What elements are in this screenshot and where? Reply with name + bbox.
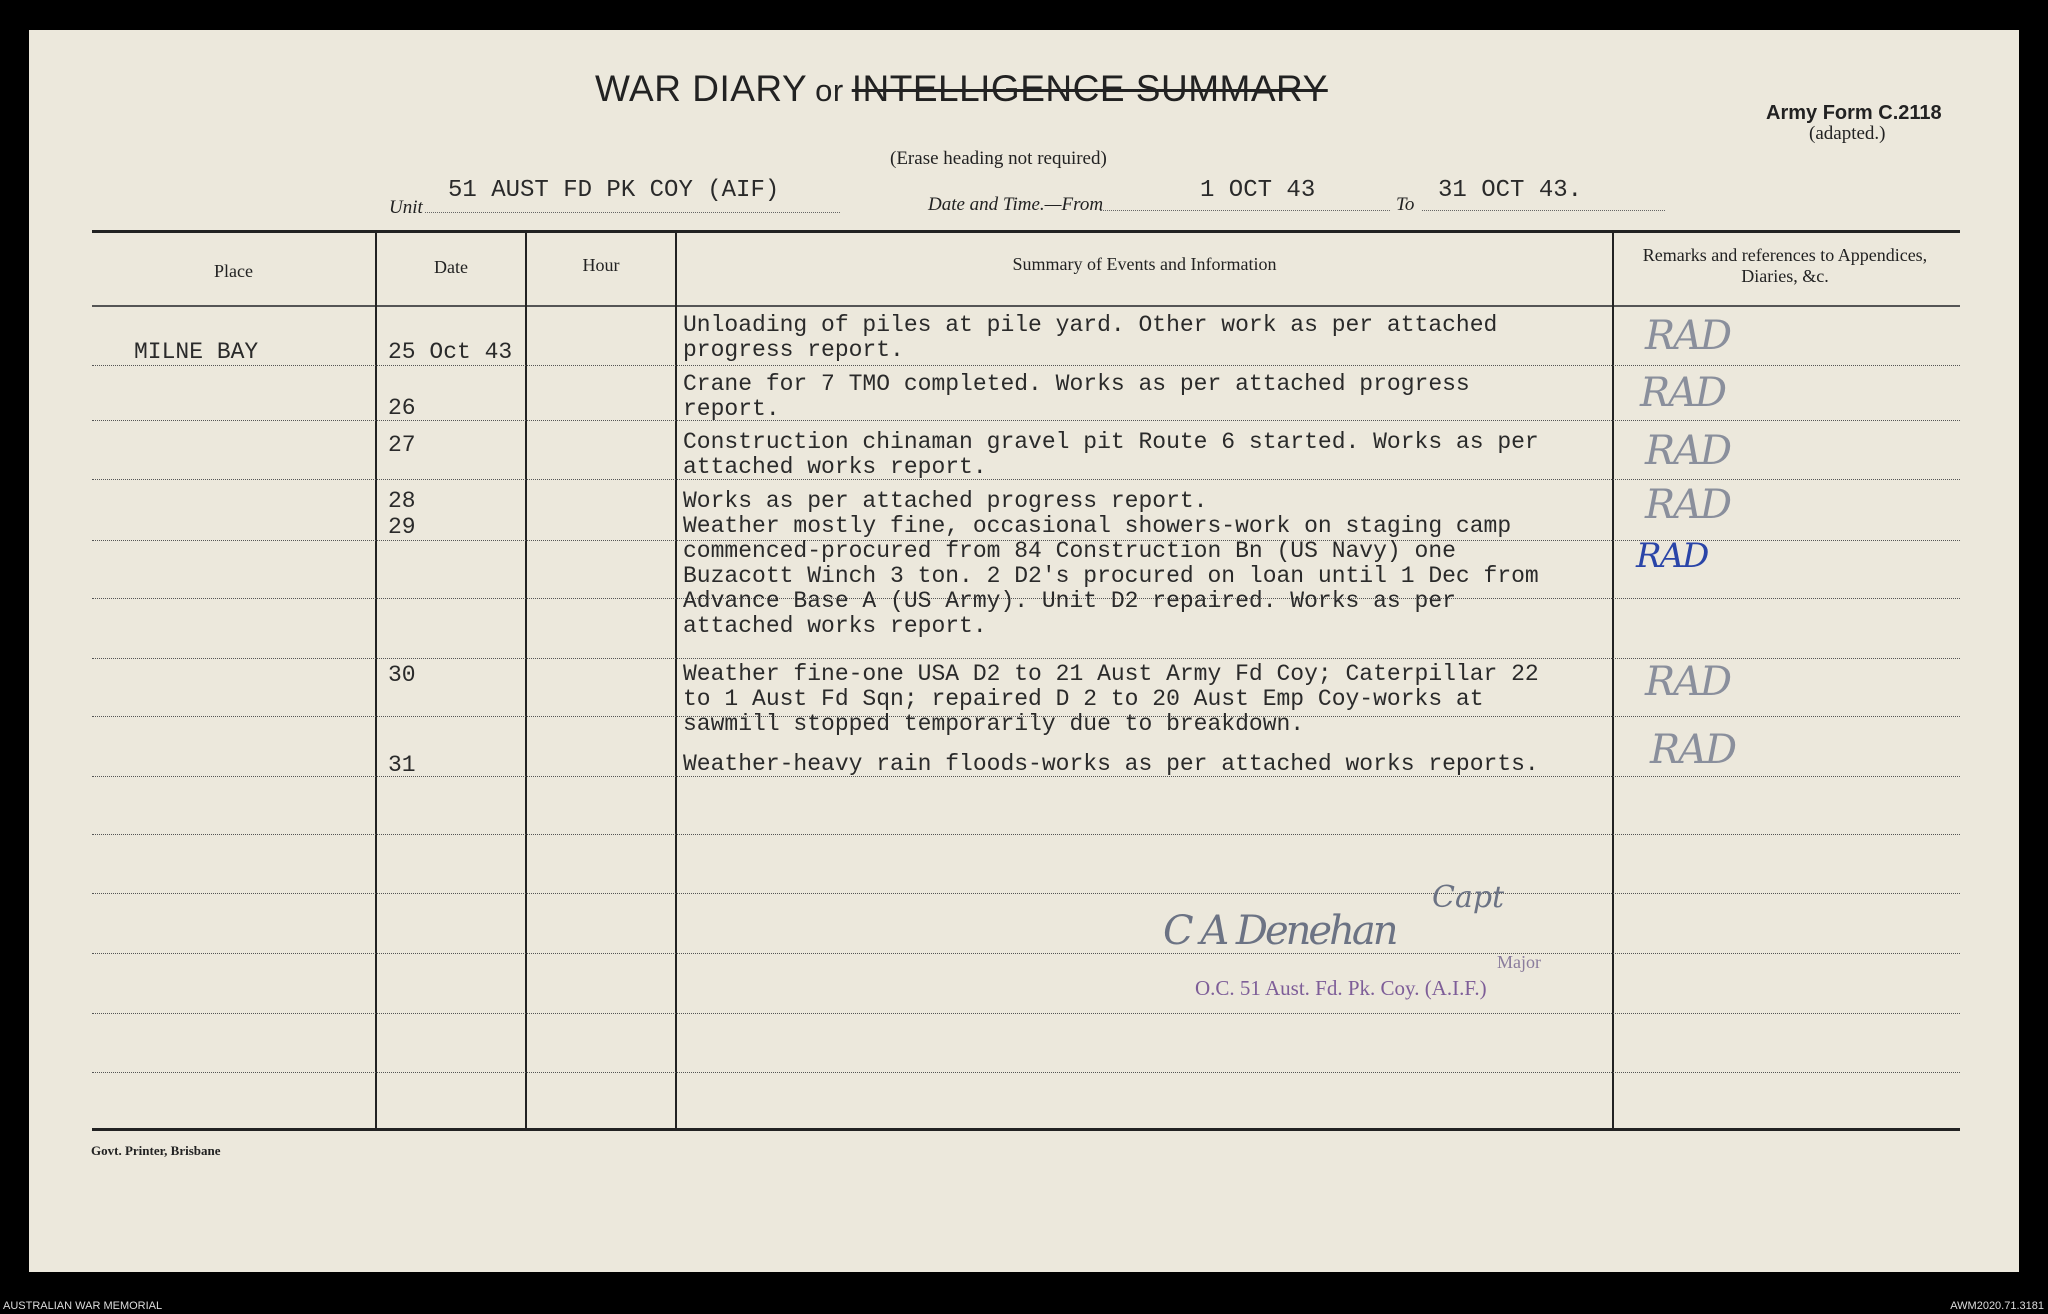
column-divider	[675, 232, 677, 1128]
title-or: or	[815, 73, 844, 108]
date-cell: 26	[388, 395, 416, 421]
table-top-rule	[92, 230, 1960, 233]
ruled-line	[92, 953, 1960, 954]
from-dotted-line	[1100, 210, 1390, 211]
war-diary-sheet	[29, 30, 2019, 1272]
column-header-place: Place	[214, 261, 253, 281]
remarks-initials: RAD	[1640, 370, 1726, 416]
remarks-initials: RAD	[1645, 659, 1731, 705]
column-divider	[375, 232, 377, 1128]
summary-cell: Weather-heavy rain floods-works as per attached works reports.	[683, 751, 1539, 777]
ruled-line	[92, 1013, 1960, 1014]
handwritten-signature: C A Denehan	[1163, 908, 1396, 954]
date-cell: 27	[388, 432, 416, 458]
summary-cell: Crane for 7 TMO completed. Works as per attached progress report.	[683, 371, 1470, 422]
archive-reference: AWM2020.71.3181	[1950, 1300, 2044, 1312]
from-date: 1 OCT 43	[1200, 177, 1316, 204]
signature-annotation: Capt	[1432, 880, 1505, 915]
ruled-line	[92, 365, 1960, 366]
column-header-date: Date	[434, 257, 468, 277]
archive-credit: AUSTRALIAN WAR MEMORIAL	[3, 1300, 163, 1312]
remarks-initials: RAD	[1636, 536, 1708, 576]
unit-value: 51 AUST FD PK COY (AIF)	[448, 177, 780, 204]
date-cell: 25 Oct 43	[388, 339, 513, 365]
date-cell: 31	[388, 752, 416, 778]
document-title	[595, 68, 1328, 110]
signature-rank: Major	[1497, 952, 1541, 972]
ruled-line	[92, 1072, 1960, 1073]
ruled-line	[92, 893, 1960, 894]
date-cell: 30	[388, 662, 416, 688]
title-struck-out: INTELLIGENCE SUMMARY	[851, 68, 1328, 109]
column-header-hour: Hour	[582, 255, 620, 275]
printer-imprint: Govt. Printer, Brisbane	[91, 1143, 221, 1158]
summary-cell: Works as per attached progress report.	[683, 488, 1208, 514]
summary-cell: Unloading of piles at pile yard. Other work as per attached progress report.	[683, 312, 1498, 363]
summary-cell: Weather fine-one USA D2 to 21 Aust Army Fd Coy; Caterpillar 22 to 1 Aust Fd Sqn; repaired D 2 to 20 Aust Emp Coy-works at sawmill stopped temporarily due to breakdown.	[683, 661, 1539, 737]
date-time-label: Date and Time.—From	[928, 194, 1104, 215]
date-cell: 28	[388, 488, 416, 514]
army-form-adapted: (adapted.)	[1809, 123, 1886, 144]
unit-dotted-line	[425, 212, 840, 213]
column-divider	[525, 232, 527, 1128]
summary-cell: Weather mostly fine, occasional showers-work on staging camp commenced-procured from 84 Construction Bn (US Navy) one Buzacott Winch 3 ton. 2 D2's procured on loan until 1 Dec from Advance Base A (US Army). Unit D2 repaired. Works as per attached works report.	[683, 513, 1539, 639]
erase-note: (Erase heading not required)	[890, 148, 1107, 169]
column-header-summary: Summary of Events and Information	[1012, 254, 1277, 274]
ruled-line	[92, 834, 1960, 835]
to-dotted-line	[1422, 210, 1665, 211]
date-cell: 29	[388, 514, 416, 540]
army-form-number: Army Form C.2118	[1766, 102, 1942, 124]
header-divider	[92, 305, 1960, 307]
remarks-initials: RAD	[1650, 727, 1736, 773]
remarks-initials: RAD	[1645, 313, 1731, 359]
remarks-initials: RAD	[1645, 428, 1731, 474]
column-header-remarks: Remarks and references to Appendices, Diaries, &c.	[1642, 245, 1928, 286]
officer-stamp: O.C. 51 Aust. Fd. Pk. Coy. (A.I.F.)	[1195, 976, 1487, 1000]
to-date: 31 OCT 43.	[1438, 177, 1583, 204]
unit-label: Unit	[389, 197, 423, 218]
remarks-initials: RAD	[1645, 482, 1731, 528]
to-label: To	[1396, 194, 1415, 215]
summary-cell: Construction chinaman gravel pit Route 6 started. Works as per attached works report.	[683, 429, 1539, 480]
title-war-diary: WAR DIARY	[595, 68, 808, 109]
table-bottom-rule	[92, 1128, 1960, 1131]
column-divider	[1612, 232, 1614, 1128]
place-cell: MILNE BAY	[134, 339, 259, 365]
